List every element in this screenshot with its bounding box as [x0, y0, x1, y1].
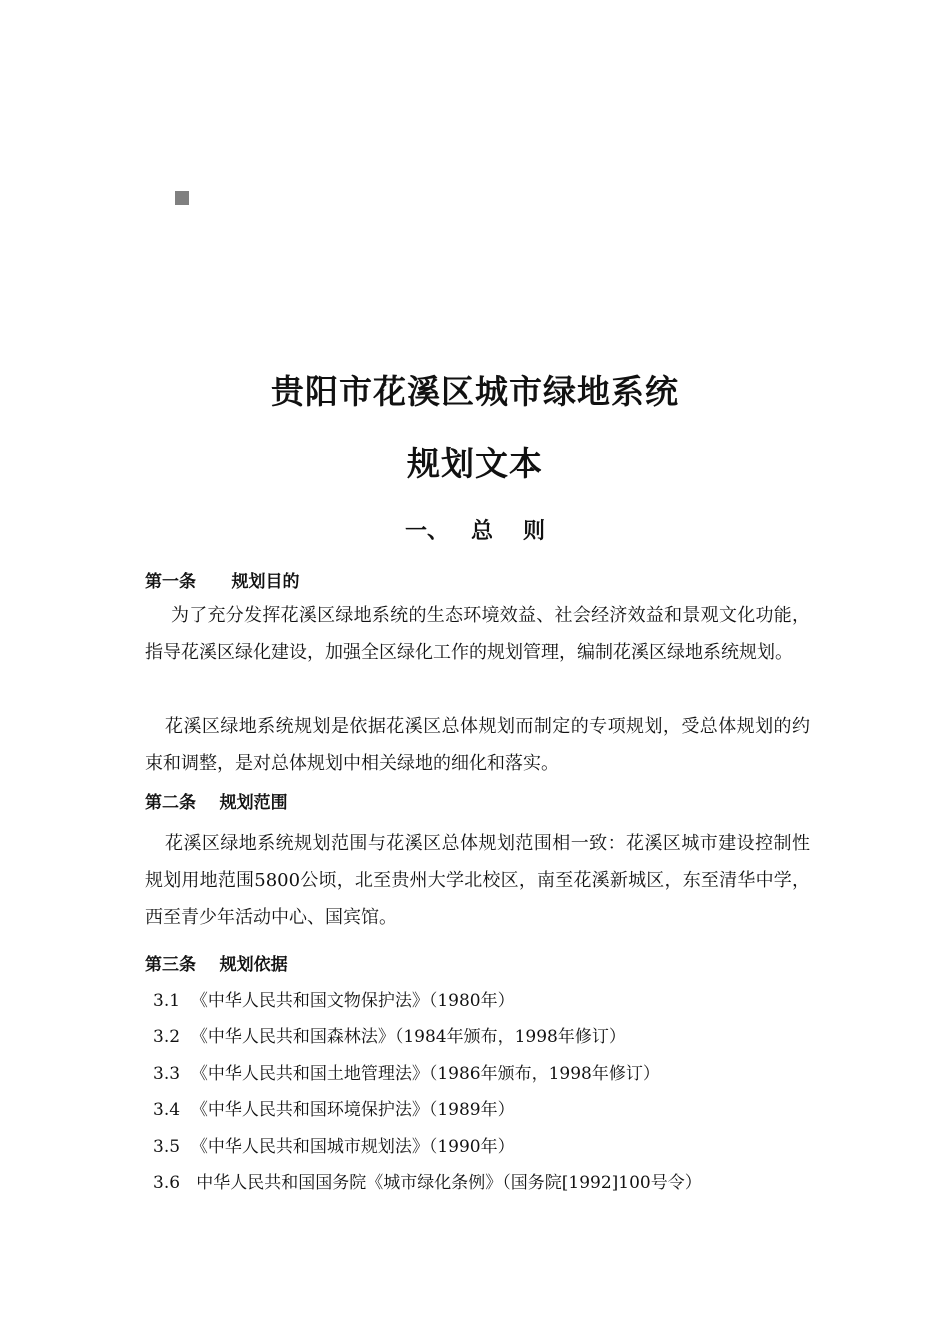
- document-title: 贵阳市花溪区城市绿地系统: [271, 372, 679, 411]
- article-paragraph: 花溪区绿地系统规划范围与花溪区总体规划范围相一致：花溪区城市建设控制性规划用地范围5800公顷，北至贵州大学北校区，南至花溪新城区，东至清华中学，西至青少年活动中心、国宾馆。: [145, 833, 810, 928]
- reference-item: 3.6 中华人民共和国国务院《城市绿化条例》（国务院[1992]100号令）: [153, 1173, 702, 1193]
- square-bullet-icon: [175, 191, 189, 205]
- chapter-title-char: 则: [523, 519, 546, 544]
- document-subtitle: 规划文本: [407, 444, 543, 483]
- chapter-number: 一、: [404, 519, 449, 544]
- reference-item: 3.4 《中华人民共和国环境保护法》（1989年）: [153, 1100, 515, 1120]
- chapter-heading: [0, 514, 950, 545]
- reference-item: 3.3 《中华人民共和国土地管理法》（1986年颁布，1998年修订）: [153, 1064, 660, 1084]
- article-heading: 第二条 规划范围: [145, 793, 288, 813]
- reference-item: 3.1 《中华人民共和国文物保护法》（1980年）: [153, 991, 515, 1011]
- article-paragraph: 为了充分发挥花溪区绿地系统的生态环境效益、社会经济效益和景观文化功能，指导花溪区绿化建设，加强全区绿化工作的规划管理，编制花溪区绿地系统规划。: [145, 605, 810, 663]
- chapter-title-char: 总: [470, 519, 493, 544]
- reference-item: 3.2 《中华人民共和国森林法》（1984年颁布，1998年修订）: [153, 1027, 626, 1047]
- article-heading: 第三条 规划依据: [145, 955, 288, 975]
- article-paragraph: 花溪区绿地系统规划是依据花溪区总体规划而制定的专项规划，受总体规划的约束和调整，是对总体规划中相关绿地的细化和落实。: [145, 716, 810, 774]
- reference-item: 3.5 《中华人民共和国城市规划法》（1990年）: [153, 1137, 515, 1157]
- article-heading: 第一条 规划目的: [145, 572, 300, 592]
